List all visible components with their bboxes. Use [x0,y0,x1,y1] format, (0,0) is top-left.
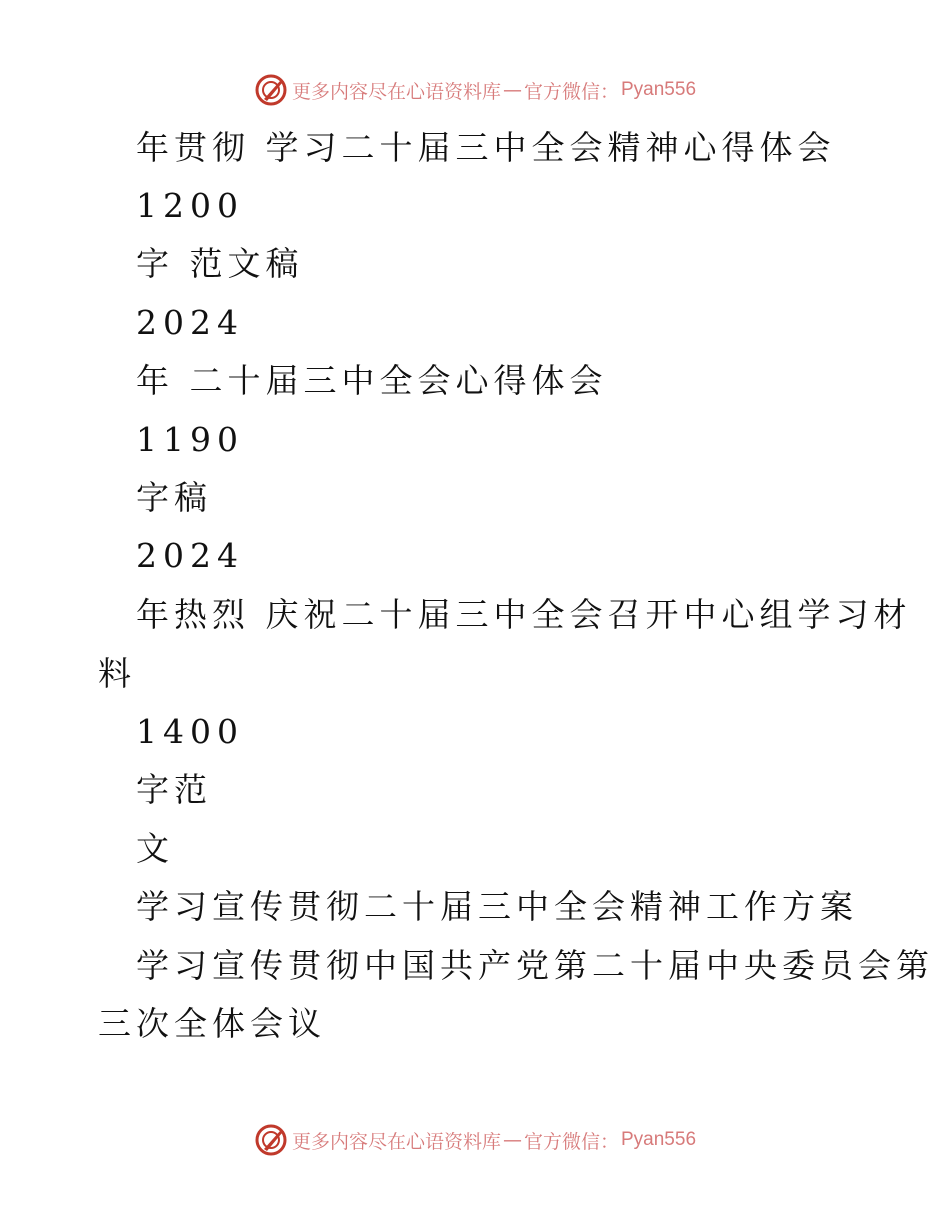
watermark-id: Pyan556 [621,79,697,100]
doc-line-8: 2024 [136,536,244,575]
doc-line-12: 字范 [136,770,212,809]
footer-watermark [0,1120,950,1160]
doc-line-16: 三次全体会议 [98,1004,326,1043]
watermark-label: 官方微信： [523,1130,619,1153]
doc-line-13: 文 [136,829,174,868]
header-watermark [0,70,950,110]
doc-line-3: 字 范文稿 [136,244,304,283]
doc-line-5: 年 二十届三中全会心得体会 [136,361,608,400]
doc-line-1: 年贯彻 学习二十届三中全会精神心得体会 [136,128,836,167]
watermark-label: 官方微信： [523,80,619,103]
watermark-id: Pyan556 [621,1129,697,1150]
watermark-text: 更多内容尽在心语资料库 [291,1130,501,1153]
doc-line-11: 1400 [136,712,244,751]
doc-line-6: 1190 [136,420,244,459]
watermark-separator: — [502,1129,522,1151]
watermark-separator: — [502,79,522,101]
doc-line-15: 学习宣传贯彻中国共产党第二十届中央委员会第 [136,946,934,985]
quill-logo-icon [254,73,288,107]
quill-logo-icon [254,1123,288,1157]
doc-line-2: 1200 [136,186,244,225]
doc-line-7: 字稿 [136,478,212,517]
doc-line-9: 年热烈 庆祝二十届三中全会召开中心组学习材 [136,595,912,634]
doc-line-14: 学习宣传贯彻二十届三中全会精神工作方案 [136,887,858,926]
watermark-text: 更多内容尽在心语资料库 [291,80,501,103]
doc-line-10: 料 [98,654,136,693]
doc-line-4: 2024 [136,303,244,342]
